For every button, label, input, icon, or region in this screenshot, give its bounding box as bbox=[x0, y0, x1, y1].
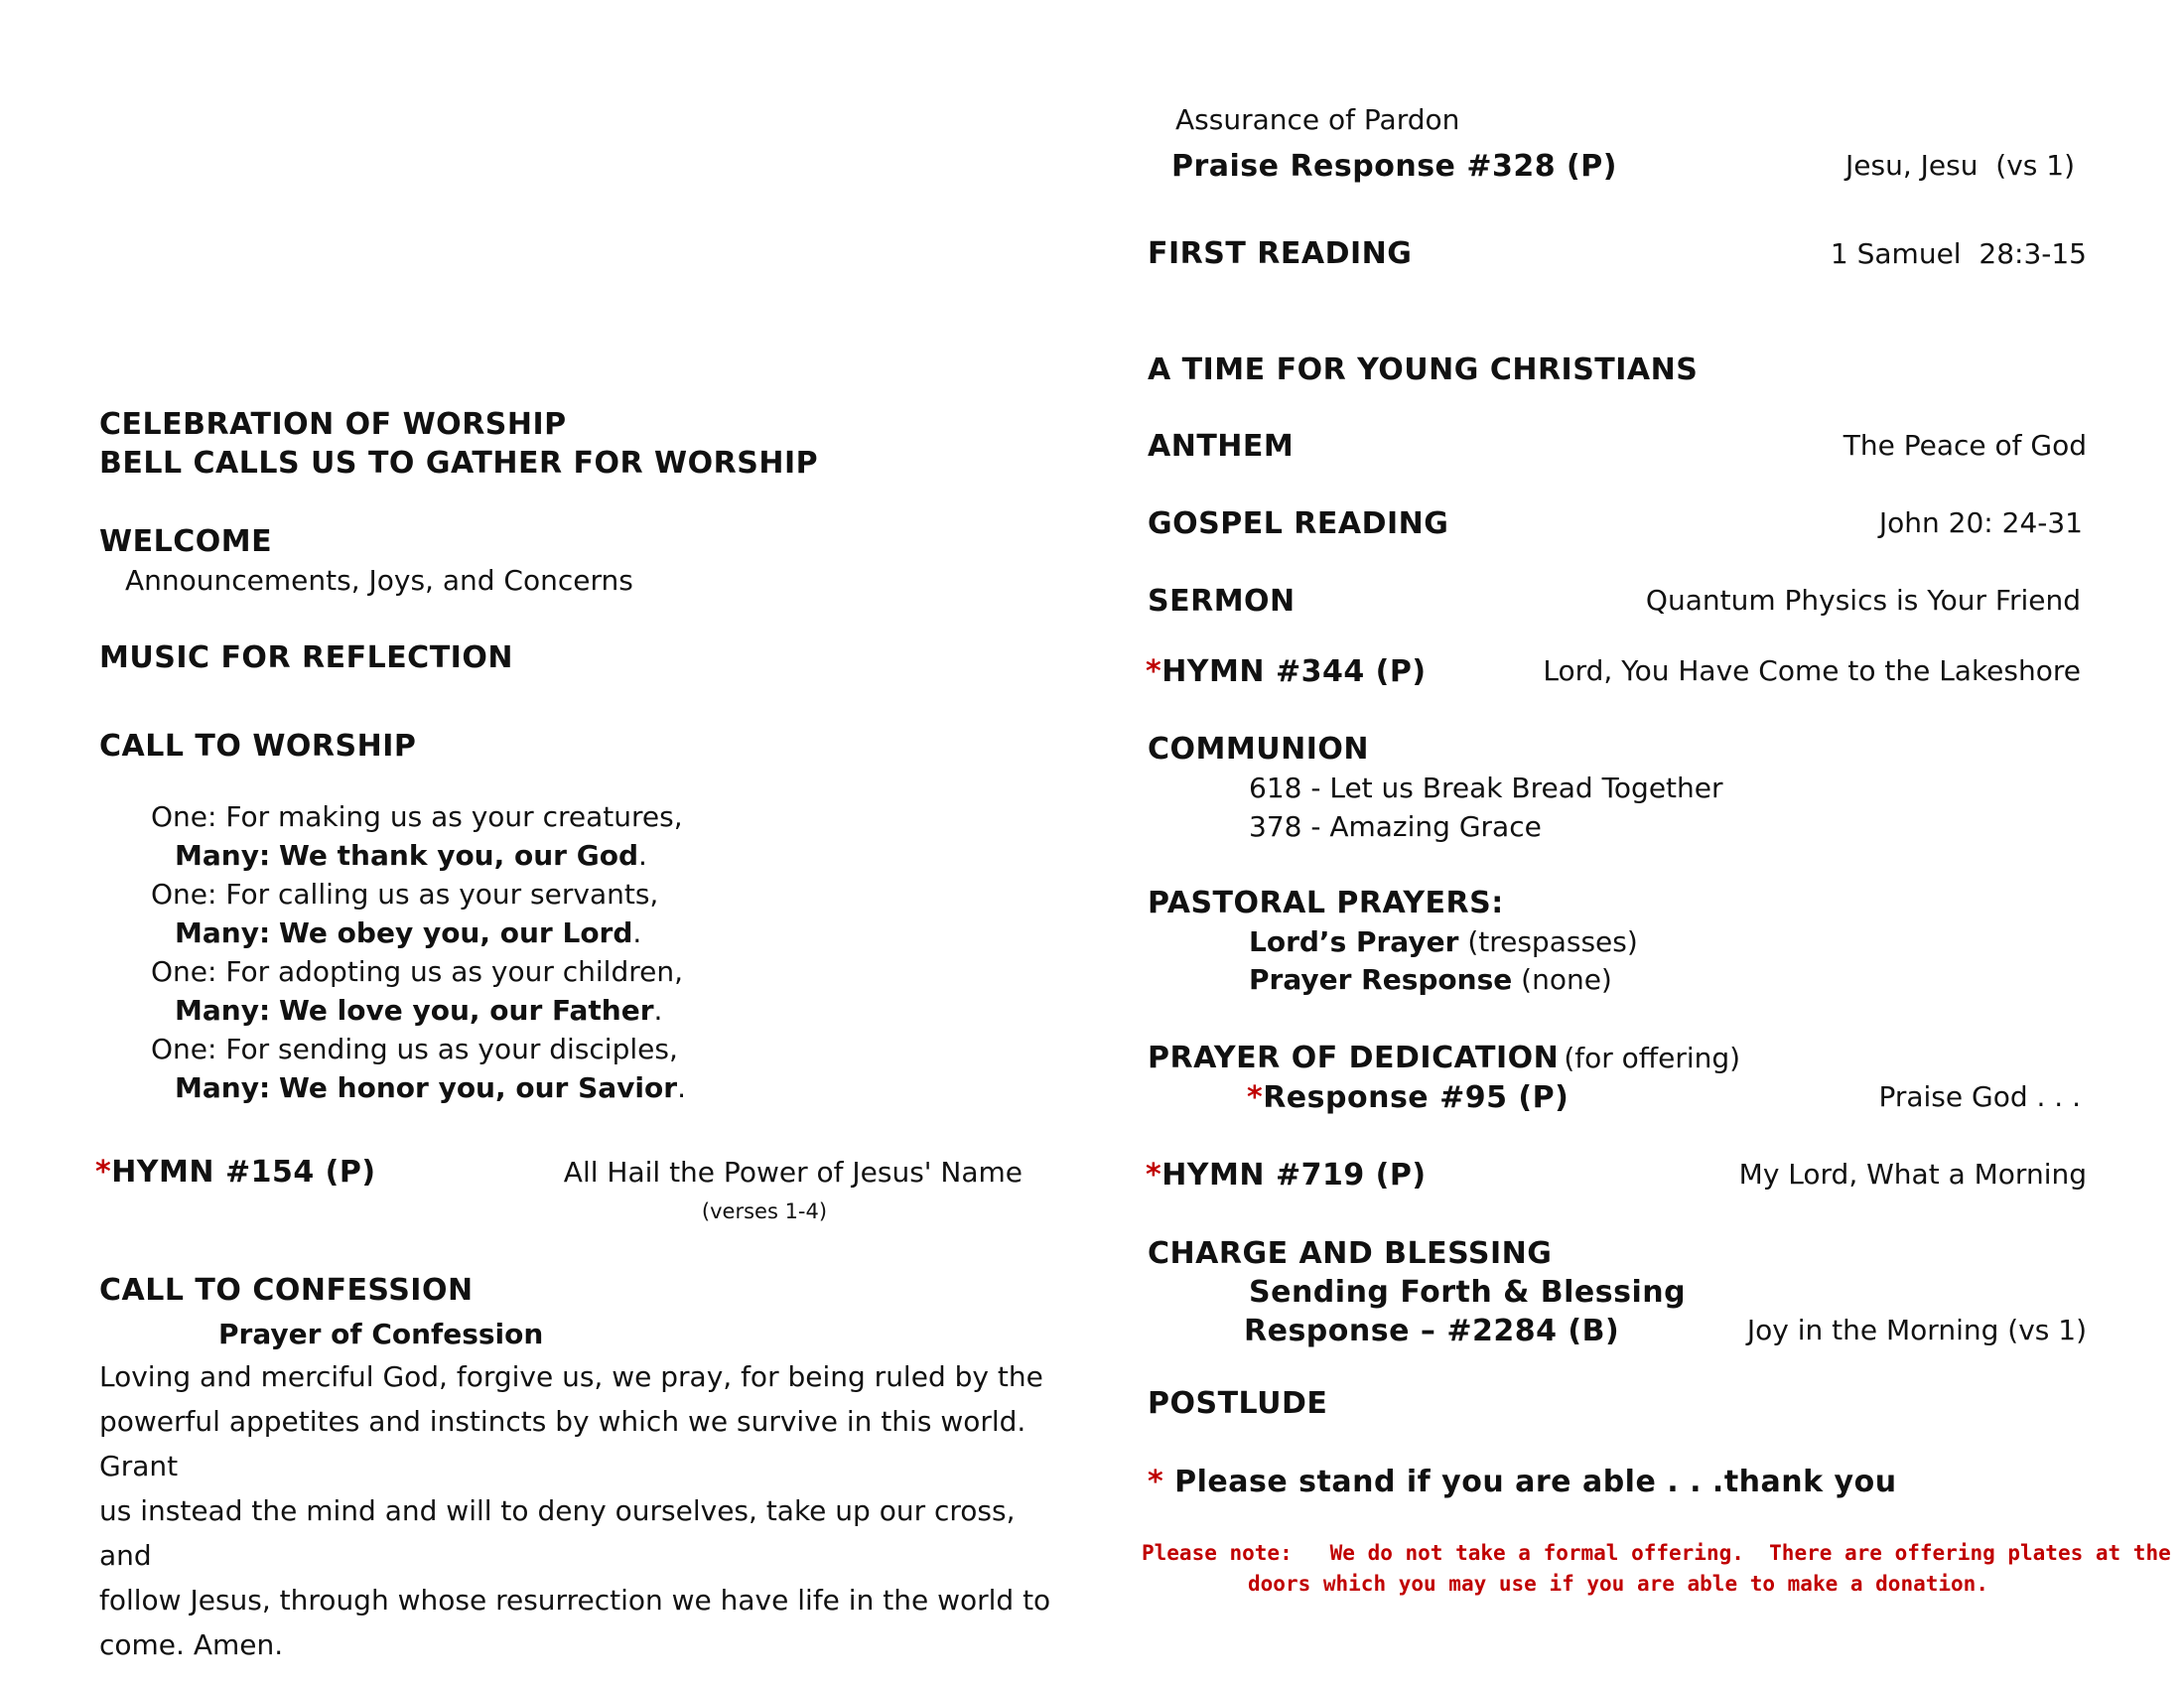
confession-line: follow Jesus, through whose resurrection we have life in the world to bbox=[99, 1584, 1051, 1617]
stand-asterisk: * bbox=[1247, 1080, 1264, 1115]
prayer-response-note: (none) bbox=[1521, 963, 1612, 996]
communion-label: COMMUNION bbox=[1148, 732, 1369, 767]
litany-many-label: Many: bbox=[175, 1071, 271, 1104]
offering-note bbox=[1142, 1538, 2171, 1600]
sermon-title: Quantum Physics is Your Friend bbox=[1645, 584, 2081, 617]
charge-blessing-label: CHARGE AND BLESSING bbox=[1148, 1236, 1553, 1271]
music-heading: MUSIC FOR REFLECTION bbox=[99, 640, 513, 675]
litany-one-line: One: For adopting us as your children, bbox=[151, 955, 683, 988]
lords-prayer-note: (trespasses) bbox=[1467, 925, 1638, 958]
charge-response-title: Joy in the Morning (vs 1) bbox=[1746, 1314, 2087, 1346]
praise-response-title: Jesu, Jesu (vs 1) bbox=[1845, 149, 2075, 182]
communion-item: 618 - Let us Break Bread Together bbox=[1249, 772, 1723, 804]
lords-prayer-line bbox=[1249, 925, 1638, 958]
hymn-344-heading bbox=[1146, 654, 1427, 689]
announcements-text: Announcements, Joys, and Concerns bbox=[125, 564, 633, 597]
bell-heading: BELL CALLS US TO GATHER FOR WORSHIP bbox=[99, 446, 819, 481]
litany-many-text: We obey you, our Lord bbox=[279, 916, 633, 949]
offering-note-line: Please note: We do not take a formal offering. There are offering plates at the bbox=[1142, 1541, 2171, 1565]
postlude-label: POSTLUDE bbox=[1148, 1386, 1328, 1421]
first-reading-label: FIRST READING bbox=[1148, 236, 1413, 271]
confession-line: powerful appetites and instincts by which we survive in this world. Grant bbox=[99, 1405, 1026, 1482]
hymn-154-heading bbox=[95, 1155, 376, 1190]
stand-note-text: Please stand if you are able . . .thank you bbox=[1174, 1465, 1897, 1499]
stand-asterisk: * bbox=[95, 1155, 112, 1190]
assurance-of-pardon: Assurance of Pardon bbox=[1175, 103, 1460, 136]
dedication-heading bbox=[1148, 1041, 1740, 1075]
anthem-title: The Peace of God bbox=[1843, 429, 2087, 462]
litany-one-line: One: For making us as your creatures, bbox=[151, 800, 683, 833]
litany-end: . bbox=[677, 1071, 686, 1104]
celebration-heading: CELEBRATION OF WORSHIP bbox=[99, 407, 567, 442]
sermon-label: SERMON bbox=[1148, 584, 1296, 619]
litany-many-line bbox=[175, 916, 641, 949]
litany-many-label: Many: bbox=[175, 994, 271, 1027]
dedication-response-label: Response #95 (P) bbox=[1263, 1080, 1570, 1115]
prayer-of-confession-title: Prayer of Confession bbox=[218, 1318, 544, 1350]
prayer-response-label: Prayer Response bbox=[1249, 963, 1513, 996]
stand-note bbox=[1148, 1465, 1897, 1499]
hymn-719-heading bbox=[1146, 1158, 1427, 1193]
litany-end: . bbox=[632, 916, 642, 949]
offering-note-line: doors which you may use if you are able to make a donation. bbox=[1248, 1572, 1988, 1596]
welcome-heading: WELCOME bbox=[99, 524, 273, 559]
pastoral-prayers-label: PASTORAL PRAYERS: bbox=[1148, 886, 1504, 920]
litany-many-line bbox=[175, 1071, 686, 1104]
litany-one-line: One: For sending us as your disciples, bbox=[151, 1033, 678, 1065]
litany-many-line bbox=[175, 994, 662, 1027]
confession-paragraph bbox=[99, 1354, 1072, 1667]
stand-asterisk: * bbox=[1146, 1158, 1162, 1193]
prayer-response-line bbox=[1249, 963, 1612, 996]
dedication-response-title: Praise God . . . bbox=[1878, 1080, 2081, 1113]
litany-end: . bbox=[653, 994, 663, 1027]
anthem-label: ANTHEM bbox=[1148, 429, 1295, 464]
litany-many-line bbox=[175, 839, 647, 872]
praise-response-label: Praise Response #328 (P) bbox=[1171, 149, 1617, 184]
dedication-note: (for offering) bbox=[1564, 1042, 1741, 1074]
hymn-154-verses: (verses 1-4) bbox=[701, 1199, 828, 1223]
hymn-344-title: Lord, You Have Come to the Lakeshore bbox=[1543, 654, 2081, 687]
litany-many-text: We thank you, our God bbox=[279, 839, 638, 872]
hymn-154-title: All Hail the Power of Jesus' Name bbox=[563, 1156, 1023, 1189]
call-to-confession-heading: CALL TO CONFESSION bbox=[99, 1273, 474, 1308]
confession-line: us instead the mind and will to deny ourselves, take up our cross, and bbox=[99, 1494, 1016, 1572]
stand-asterisk: * bbox=[1146, 654, 1162, 689]
hymn-719-title: My Lord, What a Morning bbox=[1738, 1158, 2087, 1191]
litany-end: . bbox=[637, 839, 647, 872]
confession-line: Loving and merciful God, forgive us, we pray, for being ruled by the bbox=[99, 1360, 1043, 1393]
litany-many-text: We love you, our Father bbox=[279, 994, 654, 1027]
charge-response-label: Response – #2284 (B) bbox=[1244, 1314, 1620, 1348]
litany-many-label: Many: bbox=[175, 916, 271, 949]
hymn-154-label: HYMN #154 (P) bbox=[111, 1155, 376, 1190]
sending-forth-label: Sending Forth & Blessing bbox=[1249, 1275, 1687, 1310]
litany-many-text: We honor you, our Savior bbox=[279, 1071, 678, 1104]
stand-asterisk: * bbox=[1148, 1465, 1164, 1499]
hymn-719-label: HYMN #719 (P) bbox=[1161, 1158, 1427, 1193]
confession-line: come. Amen. bbox=[99, 1628, 284, 1661]
gospel-reading-label: GOSPEL READING bbox=[1148, 506, 1449, 541]
first-reading-ref: 1 Samuel 28:3-15 bbox=[1830, 237, 2087, 270]
dedication-response bbox=[1247, 1080, 1569, 1115]
litany-many-label: Many: bbox=[175, 839, 271, 872]
lords-prayer-label: Lord’s Prayer bbox=[1249, 925, 1459, 958]
young-christians-heading: A TIME FOR YOUNG CHRISTIANS bbox=[1148, 352, 1699, 387]
call-to-worship-heading: CALL TO WORSHIP bbox=[99, 729, 417, 764]
gospel-reading-ref: John 20: 24-31 bbox=[1878, 506, 2083, 539]
litany-one-line: One: For calling us as your servants, bbox=[151, 878, 659, 911]
hymn-344-label: HYMN #344 (P) bbox=[1161, 654, 1427, 689]
communion-item: 378 - Amazing Grace bbox=[1249, 810, 1542, 843]
dedication-label: PRAYER OF DEDICATION bbox=[1148, 1041, 1560, 1075]
